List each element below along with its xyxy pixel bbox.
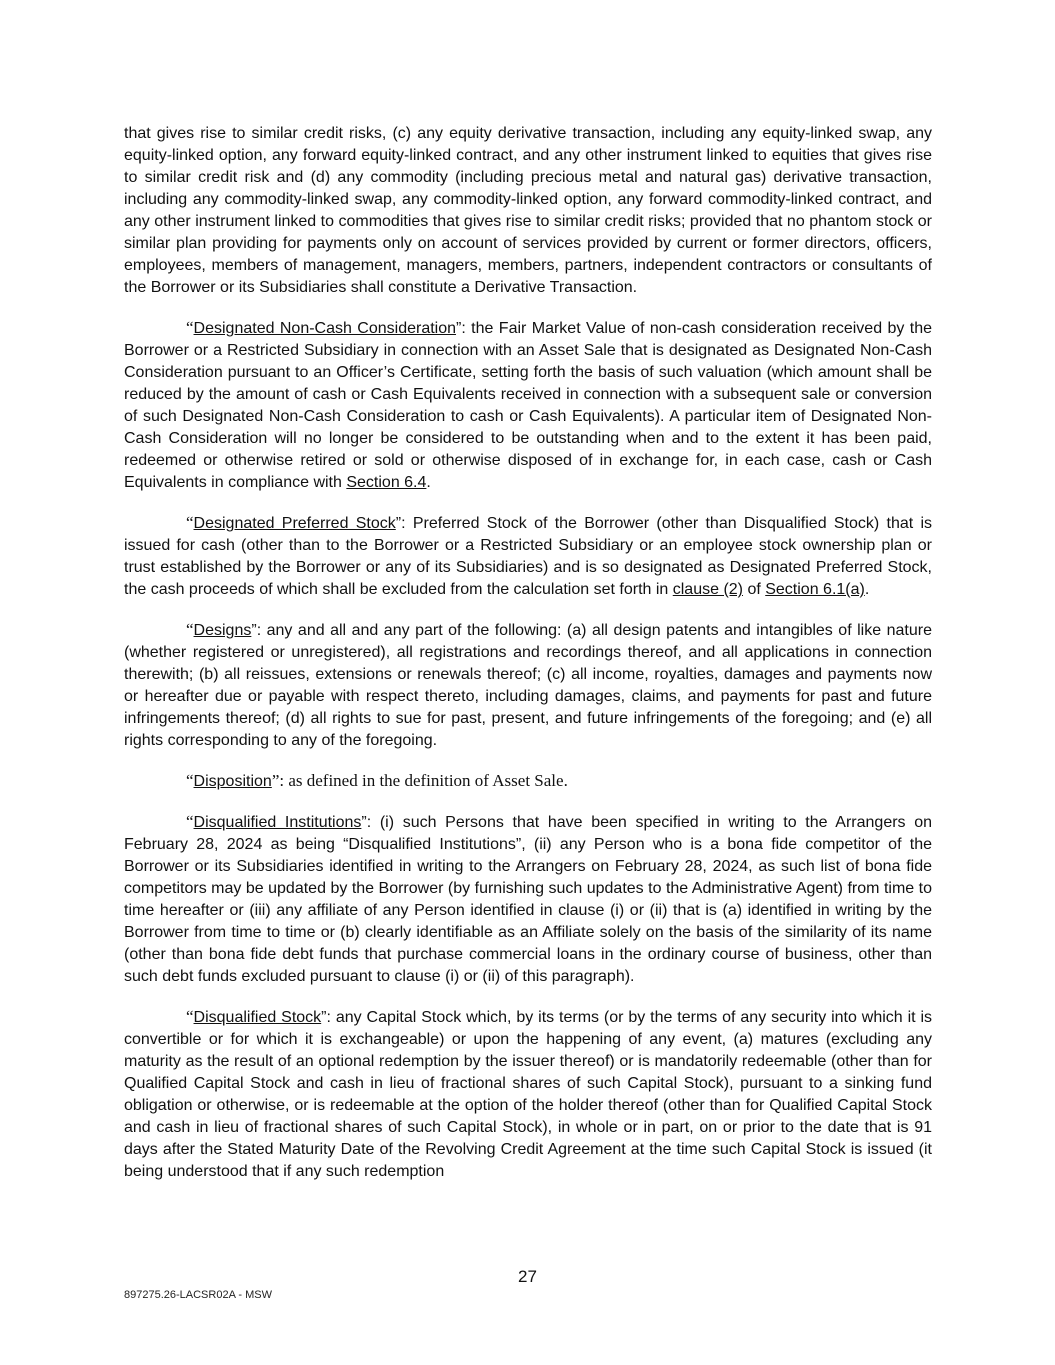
clause-reference: clause (2) <box>672 581 743 598</box>
open-quote: “ <box>186 513 194 532</box>
defined-term: Designated Non-Cash Consideration <box>193 320 457 337</box>
open-quote: “ <box>186 318 194 337</box>
definition-disqualified-institutions <box>124 811 932 988</box>
definition-disqualified-stock <box>124 1006 932 1183</box>
page-number: 27 <box>518 1267 537 1286</box>
defined-term: Disqualified Stock <box>193 1009 322 1026</box>
definition-text: ”: Preferred Stock of the Borrower (other than Disqualified Stock) that is issued for cash (other than to the Borrower or a Restricted Subsidiary or an employee stock ownership plan or trust established by the Borrower or any of its Subsidiaries) and is so designated as Designated Preferred Stock, the cash proceeds of which shall be excluded from the calculation set forth in <box>124 515 933 598</box>
definition-text: ”: as defined in the definition of Asset Sale. <box>271 771 568 790</box>
definition-designated-non-cash-consideration <box>124 317 932 494</box>
opening-paragraph: that gives rise to similar credit risks, (c) any equity derivative transaction, including any equity-linked swap, any equity-linked option, any forward equity-linked contract, and any other instrument linked to equities that gives rise to similar credit risk and (d) any commodity (including precious metal and natural gas) derivative transaction, including any commodity-linked swap, any commodity-linked option, any forward commodity-linked contract, and any other instrument linked to commodities that gives rise to similar credit risks; provided that no phantom stock or similar plan providing for payments only on account of services provided by current or former directors, officers, employees, members of management, managers, members, partners, independent contractors or consultants of the Borrower or its Subsidiaries shall constitute a Derivative Transaction. <box>124 125 932 296</box>
definition-disposition <box>124 770 932 793</box>
definition-tail: . <box>426 474 431 491</box>
document-id-footer: 897275.26-LACSR02A - MSW <box>124 1289 272 1301</box>
defined-term: Designs <box>193 622 252 639</box>
section-reference: Section 6.4 <box>346 474 427 491</box>
open-quote: “ <box>186 812 194 831</box>
open-quote: “ <box>186 1007 194 1026</box>
definition-text: ”: (i) such Persons that have been specified in writing to the Arrangers on February 28, 2024 as being “Disqualified Institutions”, (ii) any Person who is a bona fide competitor of the Borrower or its Subsidiaries identified in writing to the Arrangers on February 28, 2024, as such list of bona fide competitors may be updated by the Borrower (by furnishing such updates to the Administrative Agent) from time to time hereafter or (iii) any affiliate of any Person identified in clause (i) or (ii) that is (a) identified in writing by the Borrower from time to time or (b) clearly identifiable as an Affiliate solely on the basis of the similarity of its name (other than bona fide debt funds that purchase commercial loans in the ordinary course of business, other than such debt funds excluded pursuant to clause (i) or (ii) of this paragraph). <box>124 814 933 985</box>
section-reference: Section 6.1(a) <box>765 581 865 598</box>
open-quote: “ <box>186 620 194 639</box>
document-body <box>124 123 932 1201</box>
definition-tail: . <box>864 581 870 598</box>
defined-term: Designated Preferred Stock <box>193 515 396 532</box>
defined-term: Disposition <box>193 773 272 790</box>
definition-text: ”: the Fair Market Value of non-cash consideration received by the Borrower or a Restricted Subsidiary in connection with an Asset Sale that is designated as Designated Non-Cash Consideration pursuant to an Officer’s Certificate, setting forth the basis of such valuation (which amount shall be reduced by the amount of cash or Cash Equivalents received in connection with a subsequent sale or conversion of such Designated Non-Cash Consideration to cash or Cash Equivalents). A particular item of Designated Non-Cash Consideration will no longer be considered to be outstanding when and to the extent it has been paid, redeemed or otherwise retired or sold or otherwise disposed of in exchange for, in each case, cash or Cash Equivalents in compliance with <box>124 320 932 491</box>
defined-term: Disqualified Institutions <box>193 814 362 831</box>
definition-connector: of <box>743 581 766 598</box>
open-quote: “ <box>186 771 194 790</box>
definition-designs <box>124 619 932 752</box>
definition-text: ”: any Capital Stock which, by its terms (or by the terms of any security into which it is convertible or for which it is exchangeable) or upon the happening of any event, (a) matures (excluding any maturity as the result of an optional redemption by the issuer thereof) or is mandatorily redeemable (other than for Qualified Capital Stock and cash in lieu of fractional shares of such Capital Stock), pursuant to a sinking fund obligation or otherwise, or is redeemable at the option of the holder thereof (other than for Qualified Capital Stock and cash in lieu of fractional shares of such Capital Stock), in whole or in part, on or prior to the date that is 91 days after the Stated Maturity Date of the Revolving Credit Agreement at the time such Capital Stock is issued (it being understood that if any such redemption <box>124 1009 933 1180</box>
definition-text: ”: any and all and any part of the following: (a) all design patents and intangibles of like nature (whether registered or unregistered), all registrations and recordings thereof, and all applications in connection therewith; (b) all reissues, extensions or renewals thereof; (c) all income, royalties, damages and payments now or hereafter due or payable with respect thereto, including damages, claims, and payments for past and future infringements thereof; (d) all rights to sue for past, present, and future infringements of the foregoing; and (e) all rights corresponding to any of the foregoing. <box>124 622 932 749</box>
definition-designated-preferred-stock <box>124 512 932 601</box>
